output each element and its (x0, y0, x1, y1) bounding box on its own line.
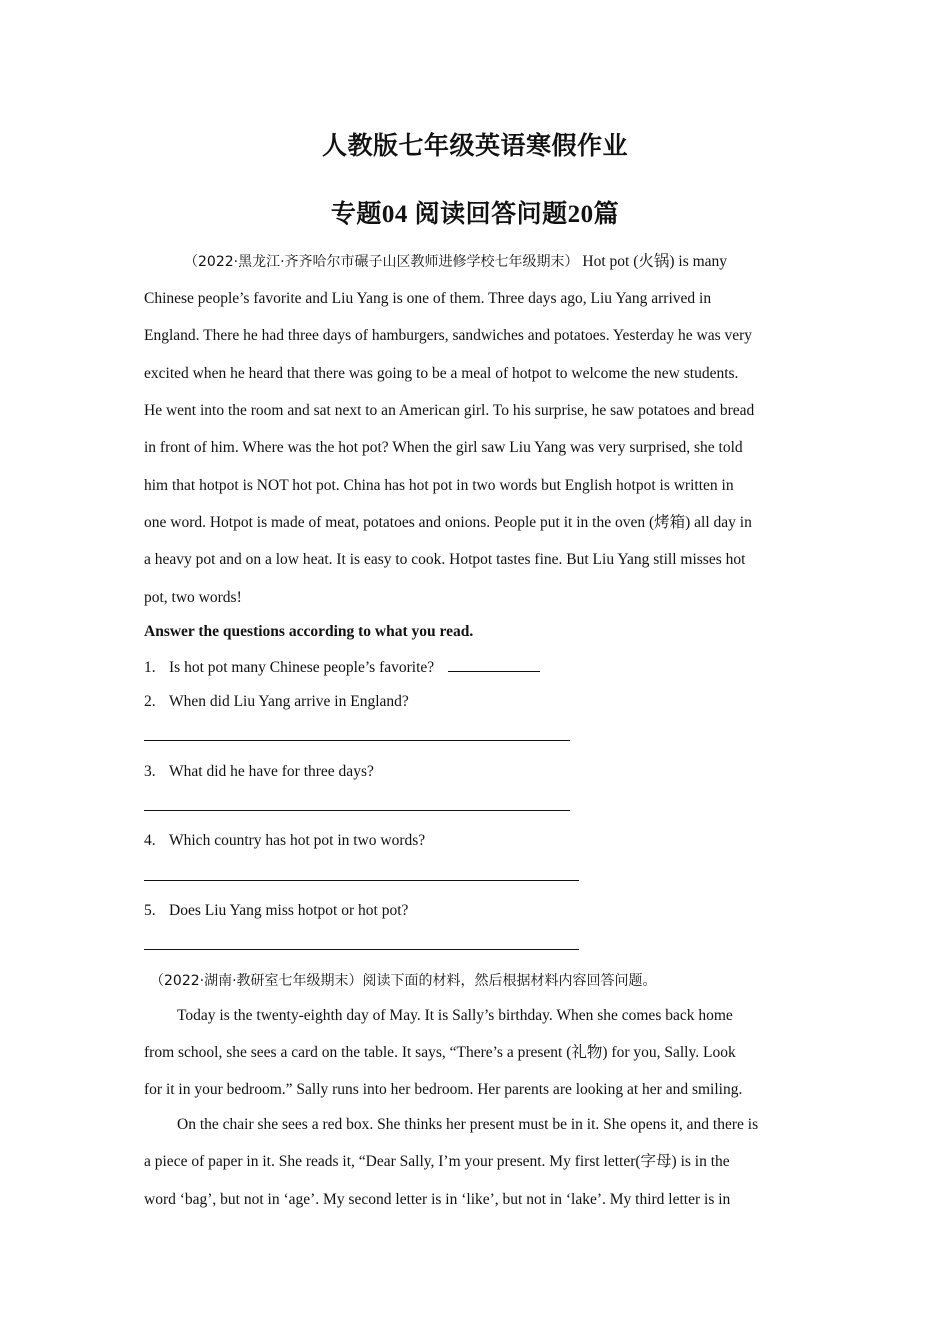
answer-line-3[interactable] (144, 796, 570, 817)
question-5 (144, 901, 408, 921)
answer-line-5[interactable] (144, 935, 579, 956)
question-number: 1. (144, 659, 156, 676)
passage1-line-9: a heavy pot and on a low heat. It is easy to cook. Hotpot tastes fine. But Liu Yang still misses hot (144, 551, 746, 568)
passage2-line-5: a piece of paper in it. She reads it, “Dear Sally, I’m your present. My first letter(字母) is in the (144, 1153, 730, 1170)
answer-line-4[interactable] (144, 866, 579, 887)
passage1-line-4: excited when he heard that there was going to be a meal of hotpot to welcome the new students. (144, 365, 739, 382)
question-number: 5. (144, 902, 156, 919)
document-title: 人教版七年级英语寒假作业 (321, 133, 628, 160)
question-number: 4. (144, 832, 156, 849)
passage1-line-5: He went into the room and sat next to an American girl. To his surprise, he saw potatoes and bread (144, 402, 755, 419)
question-text: Does Liu Yang miss hotpot or hot pot? (169, 902, 409, 919)
question-text: When did Liu Yang arrive in England? (169, 693, 409, 710)
question-text: Which country has hot pot in two words? (169, 832, 426, 849)
answer-line-2[interactable] (144, 726, 570, 747)
question-4 (144, 831, 425, 851)
passage2-line-6: word ‘bag’, but not in ‘age’. My second letter is in ‘like’, but not in ‘lake’. My third letter is in (144, 1191, 731, 1208)
passage1-source: （2022·黑龙江·齐齐哈尔市碾子山区教师进修学校七年级期末） (184, 254, 579, 270)
document-subtitle: 专题04 阅读回答问题20篇 (330, 201, 620, 228)
question-3 (144, 762, 374, 782)
question-2 (144, 692, 409, 712)
question-number: 2. (144, 693, 156, 710)
passage1-line-1: Hot pot (火锅) is many (582, 253, 728, 270)
question-text: What did he have for three days? (169, 763, 374, 780)
passage2-line-2: from school, she sees a card on the table. It says, “There’s a present (礼物) for you, Sally. Look (144, 1044, 736, 1061)
passage1-line-8: one word. Hotpot is made of meat, potatoes and onions. People put it in the oven (烤箱) all day in (144, 514, 752, 531)
passage1-first-line (184, 252, 727, 272)
passage2-line-4: On the chair she sees a red box. She thinks her present must be in it. She opens it, and there is (177, 1116, 759, 1133)
passage2-source: （2022·湖南·教研室七年级期末）阅读下面的材料，然后根据材料内容回答问题。 (150, 973, 657, 989)
question-1 (144, 657, 540, 678)
passage1-line-3: England. There he had three days of hamburgers, sandwiches and potatoes. Yesterday he was very (144, 327, 753, 344)
passage1-instruction: Answer the questions according to what you read. (144, 623, 474, 640)
answer-blank-1[interactable] (448, 657, 540, 672)
passage1-line-2: Chinese people’s favorite and Liu Yang is one of them. Three days ago, Liu Yang arrived in (144, 290, 712, 307)
passage1-line-6: in front of him. Where was the hot pot? When the girl saw Liu Yang was very surprised, she told (144, 439, 743, 456)
question-text: Is hot pot many Chinese people’s favorite? (169, 659, 435, 676)
passage2-line-1: Today is the twenty-eighth day of May. It is Sally’s birthday. When she comes back home (177, 1007, 733, 1024)
question-number: 3. (144, 763, 156, 780)
passage1-line-10: pot, two words! (144, 589, 242, 606)
passage2-line-3: for it in your bedroom.” Sally runs into her bedroom. Her parents are looking at her and smiling. (144, 1081, 743, 1098)
passage1-line-7: him that hotpot is NOT hot pot. China has hot pot in two words but English hotpot is written in (144, 477, 734, 494)
